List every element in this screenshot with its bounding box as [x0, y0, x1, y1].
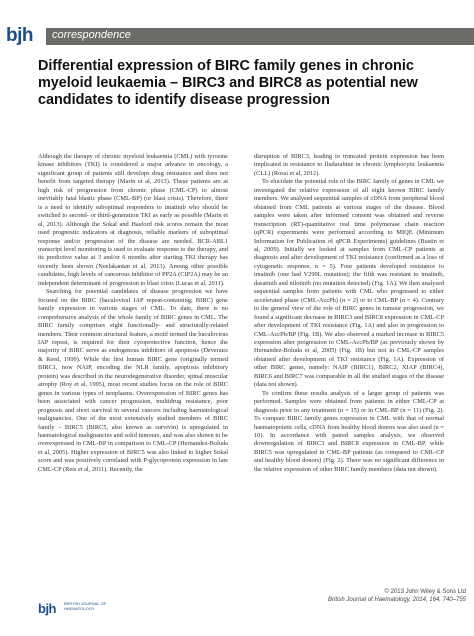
- paragraph: To confirm these results analysis of a larger group of patients was performed. Samples were obtained from patients in either CML-CP at diagnosis prior to any treatment (n = 15) or in CML-BP (n = 11) (Fig. 2). To compare BIRC family genes expression in CML with that of normal haematopoietic cells, cDNA from healthy blood donors was also used (n = 10). In accordance with paired samples analysis, we observed downregulation of BIRC3 and BIRC8 expression in CML-BP, while BIRC5 was upregulated in CML-BP patients (as compared to CML-CP and healthy blood donors) (Fig. 2). There was no significant difference in the relative expression of other BIRC family members (data not shown).: [254, 389, 444, 473]
- citation-line: British Journal of Haematology, 2014, 164, 740–755: [328, 597, 466, 603]
- copyright-footer: [254, 588, 466, 604]
- page-header: [0, 0, 474, 50]
- copyright-line: © 2013 John Wiley & Sons Ltd: [384, 589, 466, 595]
- paragraph: To elucidate the potential role of the BIRC family of genes in CML we investigated the relative expression of all eight known BIRC family members. We analysed sequential samples of cDNA from peripheral blood obtained from CML patients at various stages of the disease. Blood samples were taken after informed consent was obtained and reverse transcription (RT)-quantitative real time polymerase chain reaction (qPCR) experiments were performed according to MIQE (Minimum Information for Publication of qPCR Experiments) guidelines (Bustin et al, 2009). Initially we looked at samples from CML-CP patients at diagnosis and after development of TKI resistance (confirmed as a loss of cytogenetic response, n = 5). Four patients developed resistance to imatinib (one had V299L mutation); the fifth was resistant to imatinib, dasatinib and nilotinib (no mutation detected) (Fig. 1A). We then analysed sequential samples from patients with CML who progressed to either accelerated phase (CML-AccPh) (n = 2) or to CML-BP (n = 4). Contrary to the general view of the role of BIRC genes in tumour progression, we found a significant decrease in BIRC3 and BIRC8 expression in CML-CP after development of TKI resistance (Fig. 1A) and also in progression to CML-AccPh/BP (Fig. 1B). We also observed a marked increase in BIRC5 expression after progression to CML-AccPh/BP (as previously shown by Hernandez-Boluda et al, 2005) (Fig. 1B) but not in CML-CP samples obtained after development of TKI resistance (Fig. 1A). Expression of other BIRC genes, namely: NAIP (BIRC1), BIRC2, XIAP (BIRC4), BIRC6 and BIRC7 was comparable in all the studied stages of the disease (data not shown).: [254, 178, 444, 389]
- section-bar: [46, 28, 474, 45]
- article-title: Differential expression of BIRC family genes in chronic myeloid leukaemia – BIRC3 and BIRC8 as potential new candidates to identify disease progression: [38, 58, 418, 108]
- journal-name: BRITISH JOURNAL OF HAEMATOLOGY: [64, 601, 107, 611]
- paragraph: Although the therapy of chronic myeloid leukaemia (CML) with tyrosine kinase inhibitors (TKI) is considered a major advance in oncology, a significant group of patients still develops drug resistance and does not benefit from targeted therapy (Marin et al, 2013). These patients are at high risk of progression from chronic phase (CML-CP) to almost inevitably fatal blastic phase (CML-BP) (or blast crisis). Therefore, there is a need to identify suboptimal responders to imatinib who should be switched to second- or third-generation TKI as early as possible (Marin et al, 2013). Although the Sokal and Hasford risk scores remain the most used prognostic indicators at diagnosis, reliable markers of suboptimal response and/or progression of the disease are needed. BCR-ABL1 transcript level monitoring is used to evaluate response to the therapy, and its predictive value at 3 and/or 6 months after starting TKI therapy has recently been shown (Neelakantan et al, 2013). Among other possible candidates, high levels of cancerous inhibitor of PP2A (CIP2A) may be an independent determinant of progression to blast crisis (Lucas et al, 2011).: [38, 153, 228, 287]
- right-column: [254, 153, 444, 474]
- journal-logo: bjh: [6, 25, 33, 46]
- left-column: [38, 153, 228, 474]
- paragraph: disruption of BIRC3, leading to truncated protein expression has been implicated in resistance to fludarabine in chronic lymphocytic leukaemia (CLL) (Rossi et al, 2012).: [254, 153, 444, 177]
- bjh-logo-mark: bjh: [38, 601, 56, 616]
- paragraph: Searching for potential candidates of disease progression we have focused on the BIRC (baculoviral IAP repeat-containing; BIRC) gene family expression in various stages of CML. To date, there is no comprehensive analysis of the whole family of BIRC genes in CML. The BIRC family comprises eight functionally- and structurally-related members. Their common structural feature, a motif termed the baculovirus IAP repeat, is required for their cytoprotective function, hence the majority of BIRC serve as endogenous inhibitors of apoptosis (Deveraux & Reed, 1999). While the first human BIRC gene (originally termed BIRC1, now NAIP, encoding the NLR family, apoptosis inhibitory protein) was described in the neurodegenerative disorder, spinal muscular atrophy (Roy et al, 1995), most recent studies focus on the role of BIRC genes in various types of neoplasms. Overexpression of BIRC genes has been associated with cancer progression, multidrug resistance, poor prognosis and short survival in several cancers including haematological malignancies. One of the most extensively studied members of BIRC family – BIRC5 (BIRC5, also known as survivin) is upregulated in haematological malignancies and solid tumours, and was also shown to be overexpressed in CML-BP in comparison to CML-CP (Hernandez-Boluda et al, 2005). Higher expression of BIRC5 was also linked to higher Sokal score and was positively correlated with P-glycoprotein expression in late CML-CP (Reis et al, 2011). Recently, the: [38, 288, 228, 473]
- section-label: correspondence: [52, 29, 131, 41]
